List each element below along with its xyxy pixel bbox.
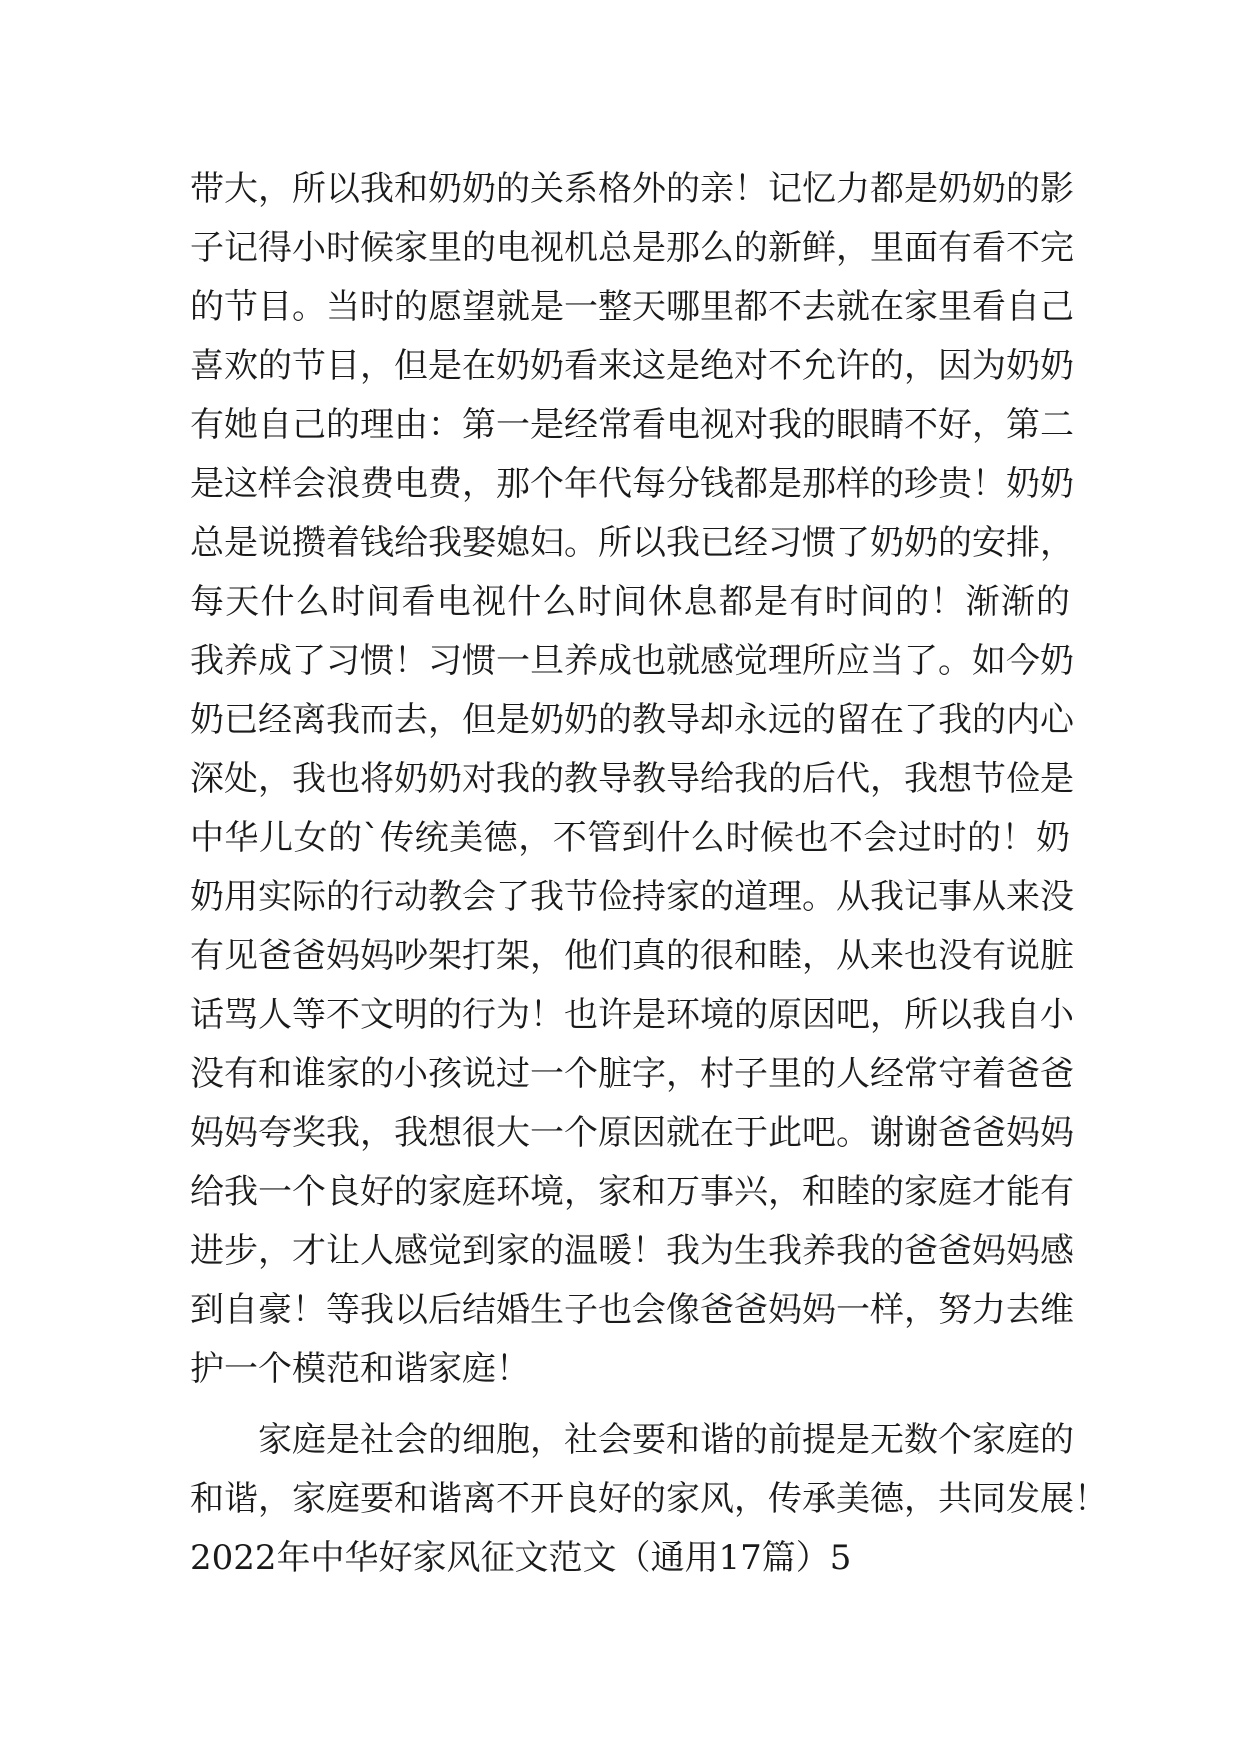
text-line: 和谐，家庭要和谐离不开良好的家风，传承美德，共同发展！ <box>190 1479 1108 1519</box>
paragraph-gap <box>190 1399 1070 1411</box>
text-line: 家庭是社会的细胞，社会要和谐的前提是无数个家庭的 <box>258 1420 1074 1460</box>
text-line: 奶已经离我而去，但是奶奶的教导却永远的留在了我的内心 <box>190 700 1074 740</box>
text-line: 中华儿女的`传统美德，不管到什么时候也不会过时的！奶 <box>190 818 1070 858</box>
text-line: 是这样会浪费电费，那个年代每分钱都是那样的珍贵！奶奶 <box>190 464 1074 504</box>
text-line: 给我一个良好的家庭环境，家和万事兴，和睦的家庭才能有 <box>190 1172 1074 1212</box>
text-line: 深处，我也将奶奶对我的教导教导给我的后代，我想节俭是 <box>190 759 1074 799</box>
text-line: 子记得小时候家里的电视机总是那么的新鲜，里面有看不完 <box>190 228 1074 268</box>
text-line: 妈妈夸奖我，我想很大一个原因就在于此吧。谢谢爸爸妈妈 <box>190 1113 1074 1153</box>
text-line: 总是说攒着钱给我娶媳妇。所以我已经习惯了奶奶的安排， <box>190 523 1074 563</box>
text-line: 每天什么时间看电视什么时间休息都是有时间的！渐渐的 <box>190 582 1070 622</box>
text-line: 有她自己的理由：第一是经常看电视对我的眼睛不好，第二 <box>190 405 1074 445</box>
text-line: 有见爸爸妈妈吵架打架，他们真的很和睦，从来也没有说脏 <box>190 936 1074 976</box>
text-line: 的节目。当时的愿望就是一整天哪里都不去就在家里看自己 <box>190 287 1074 327</box>
text-line: 没有和谁家的小孩说过一个脏字，村子里的人经常守着爸爸 <box>190 1054 1074 1094</box>
text-line: 话骂人等不文明的行为！也许是环境的原因吧，所以我自小 <box>190 995 1074 1035</box>
text-line: 我养成了习惯！习惯一旦养成也就感觉理所应当了。如今奶 <box>190 641 1074 681</box>
text-line: 喜欢的节目，但是在奶奶看来这是绝对不允许的，因为奶奶 <box>190 346 1074 386</box>
document-body <box>190 160 1108 1588</box>
paragraph-1 <box>190 160 1074 1399</box>
text-line: 护一个模范和谐家庭！ <box>190 1349 530 1389</box>
next-section-title: 2022年中华好家风征文范文（通用17篇）5 <box>190 1538 852 1578</box>
text-line: 带大，所以我和奶奶的关系格外的亲！记忆力都是奶奶的影 <box>190 169 1074 209</box>
text-line: 到自豪！等我以后结婚生子也会像爸爸妈妈一样，努力去维 <box>190 1290 1074 1330</box>
text-line: 奶用实际的行动教会了我节俭持家的道理。从我记事从来没 <box>190 877 1074 917</box>
paragraph-2 <box>190 1411 1108 1529</box>
text-line: 进步，才让人感觉到家的温暖！我为生我养我的爸爸妈妈感 <box>190 1231 1074 1271</box>
